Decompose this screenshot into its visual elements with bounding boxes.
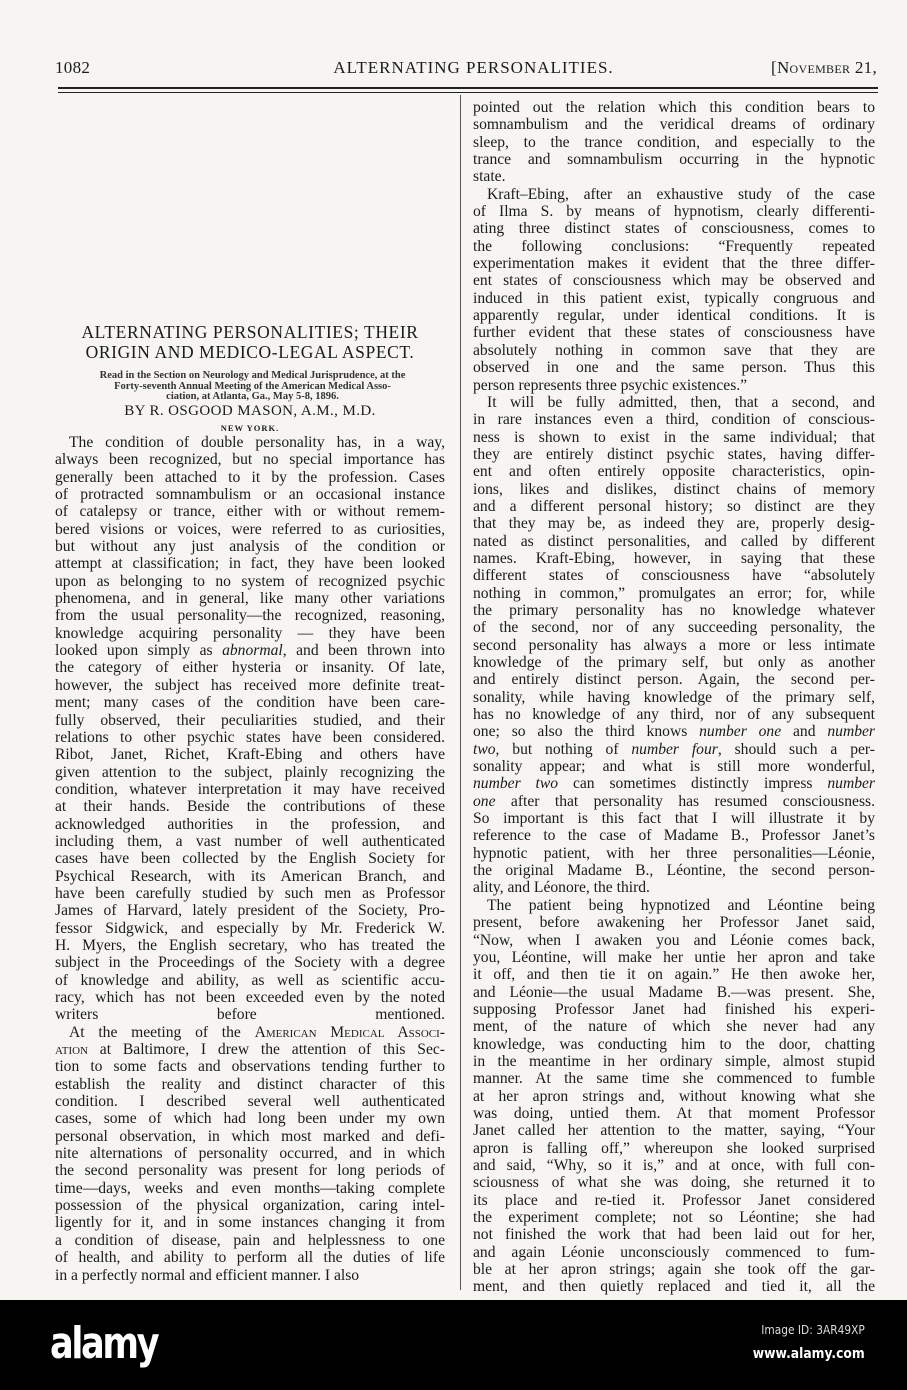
text-line (473, 515, 875, 532)
text-segment: The condition of double personality has, in a way, (69, 434, 445, 451)
text-segment: ligently for it, and in some instances changing it from (55, 1214, 445, 1232)
text-segment: relations to other psychic states have been considered. (55, 728, 445, 746)
text-segment: one; so also the third knows (473, 723, 700, 741)
text-segment: sciousness of what she was doing, she returned it to (473, 1174, 875, 1192)
image-id: Image ID: 3AR49XP (761, 1322, 865, 1337)
byline: BY R. OSGOOD MASON, A.M., M.D. (124, 403, 376, 419)
text-line (55, 1076, 445, 1093)
text-line (55, 868, 445, 885)
text-segment: personal observation, in which most marked and defi- (55, 1127, 445, 1145)
text-segment: the experiment complete; not so Léontine; she had (473, 1209, 875, 1226)
text-line (473, 429, 875, 446)
note-line: ciation, at Atlanta, Ga., May 5-8, 1896. (166, 391, 339, 402)
text-line (55, 850, 445, 867)
text-line (55, 590, 445, 607)
text-line (473, 220, 875, 237)
header-rule-thin (58, 92, 878, 93)
text-segment: , and been thrown into (282, 642, 445, 660)
text-line (473, 1105, 875, 1122)
text-segment: ment, of the nature of which she never had any (473, 1018, 875, 1036)
text-line (473, 706, 875, 723)
text-segment: further evident that these states of consciousness have (473, 324, 875, 342)
header-rule (58, 87, 878, 89)
text-segment: cases have been collected by the English Society for (55, 850, 445, 868)
text-segment: at their hands. Beside the contributions of these (55, 798, 445, 816)
text-segment: pointed out the relation which this condition bears to (473, 99, 875, 116)
text-line (473, 377, 875, 394)
text-segment: fessor Sidgwick, and especially by Mr. Frederick W. (55, 919, 445, 937)
text-line (473, 1244, 875, 1261)
text-line (473, 1226, 875, 1243)
text-segment: ating three distinct states of consciousness, comes to (473, 220, 875, 238)
text-line (55, 434, 445, 451)
text-segment: ent states of consciousness which may be observed and (473, 272, 875, 290)
left-column (55, 434, 445, 1284)
text-segment: the category of either hysteria or insanity. Of late, (55, 659, 445, 677)
article-note (55, 371, 450, 403)
text-segment: number two (473, 775, 559, 793)
text-line (55, 798, 445, 815)
alamy-logo: alamy (50, 1318, 158, 1369)
note-line: Forty-seventh Annual Meeting of the American Medical Asso- (114, 380, 391, 392)
text-segment: bered visions or voices, were referred to as curiosities, (55, 520, 445, 538)
text-segment: of the second, nor of any succeeding personality, the (473, 619, 875, 637)
text-segment: apparently regular, under identical conditions. It is (473, 307, 875, 325)
text-line (473, 533, 875, 550)
text-segment: however, the subject has received more definite treat- (55, 676, 445, 694)
text-line (473, 585, 875, 602)
text-line (55, 781, 445, 798)
text-line (473, 481, 875, 498)
text-segment: acknowledged authorities in the profession, and (55, 815, 445, 833)
text-segment: of knowledge and ability, as well as scientific accu- (55, 971, 445, 989)
text-segment: subject in the Proceedings of the Society with a degree (55, 954, 445, 972)
text-segment: not finished the work that had been laid out for her, (473, 1226, 875, 1244)
text-line (55, 694, 445, 711)
text-segment: cases, some of which had long been under my own (55, 1110, 445, 1128)
text-line (473, 932, 875, 949)
text-segment: absolutely nothing in common save that they are (473, 341, 875, 359)
text-segment: ent and often entirely opposite characteristics, opin- (473, 463, 875, 481)
text-line (473, 897, 875, 914)
text-line (473, 1157, 875, 1174)
text-segment: ality, and Léonore, the third. (473, 879, 650, 897)
text-line (55, 538, 445, 555)
text-line (55, 937, 445, 954)
text-line (55, 972, 445, 989)
text-segment: of Ilma S. by means of hypnotism, clearly differenti- (473, 203, 875, 221)
text-segment: given attention to the subject, plainly recognizing the (55, 763, 445, 781)
text-segment: in rare instances even a third, condition of conscious- (473, 411, 875, 429)
text-line (55, 902, 445, 919)
text-segment: So important is this fact that I will illustrate it by (473, 810, 875, 828)
text-line (473, 966, 875, 983)
text-segment: one (473, 792, 496, 810)
column-divider (460, 95, 461, 1290)
text-segment: condition, whatever interpretation it may have received (55, 780, 445, 798)
text-segment: knowledge, was conducting him to the door, chatting (473, 1035, 875, 1053)
text-segment: ation (55, 1041, 88, 1059)
text-segment: present, before awakening her Professor Janet said, (473, 914, 875, 932)
text-line (473, 723, 875, 740)
text-segment: including them, a vast number of well authenticated (55, 832, 445, 850)
text-line (473, 567, 875, 584)
text-segment: establish the reality and distinct character of this (55, 1075, 445, 1093)
text-line (473, 758, 875, 775)
text-segment: , but nothing of (495, 740, 632, 758)
text-line (55, 1110, 445, 1127)
text-segment: and Léonie—the usual Madame B.—was present. She, (473, 983, 875, 1001)
text-line (473, 550, 875, 567)
watermark-url: www.alamy.com (753, 1346, 865, 1362)
text-segment: writers before mentioned. (55, 1006, 445, 1024)
text-segment: sonality appear; and what is still more wonderful, (473, 758, 875, 776)
text-segment: generally been attached to it by the profession. Cases (55, 468, 445, 486)
text-segment: and said, “Why, so it is,” and at once, with full con- (473, 1156, 875, 1174)
text-line (473, 324, 875, 341)
text-line (473, 238, 875, 255)
text-segment: have been carefully studied by such men as Professor (55, 884, 445, 902)
text-segment: ness is shown to exist in the same individual; that (473, 428, 875, 446)
text-line (55, 1162, 445, 1179)
text-line (473, 1140, 875, 1157)
text-line (55, 1180, 445, 1197)
text-line (473, 151, 875, 168)
text-segment: and entirely distinct person. Again, the second per- (473, 671, 875, 689)
text-segment: it off, and then tie it on again.” He then awoke her, (473, 966, 875, 984)
text-line (473, 186, 875, 203)
text-segment: time—days, weeks and even months—taking complete (55, 1179, 445, 1197)
text-segment: the following conclusions: “Frequently repeated (473, 237, 875, 255)
text-segment: ment; many cases of the condition have been care- (55, 694, 445, 712)
text-line (473, 637, 875, 654)
text-line (473, 498, 875, 515)
text-segment: reference to the case of Madame B., Professor Janet’s (473, 827, 875, 845)
text-segment: It will be fully admitted, then, that a second, and (487, 393, 875, 411)
text-segment: experimentation makes it evident that the three differ- (473, 255, 875, 273)
text-segment: and (781, 723, 828, 741)
text-line (55, 816, 445, 833)
text-line (473, 463, 875, 480)
text-line (473, 879, 875, 896)
text-segment: of catalepsy or trance, either with or without remem- (55, 503, 445, 521)
text-segment: that they may be, as indeed they are, properly desig- (473, 515, 875, 533)
text-segment: apron is falling off,” whereupon she looked surprised (473, 1139, 875, 1157)
text-line (55, 764, 445, 781)
text-line (473, 827, 875, 844)
text-segment: they are entirely distinct psychic states, having differ- (473, 445, 875, 463)
text-segment: at her apron strings and, without knowing what she (473, 1087, 875, 1105)
text-line (55, 833, 445, 850)
text-segment: knowledge acquiring personality — they have been (55, 624, 445, 642)
right-column (473, 99, 875, 1296)
running-title: ALTERNATING PERSONALITIES. (333, 58, 614, 77)
text-line (473, 1209, 875, 1226)
text-segment: possession of the physical organization, caring intel- (55, 1197, 445, 1215)
text-line (473, 1053, 875, 1070)
text-segment: can sometimes distinctly impress (558, 775, 828, 793)
text-segment: “Now, when I awaken you and Léonie comes back, (473, 931, 875, 949)
text-segment: Janet called her attention to the matter, saying, “Your (473, 1122, 875, 1140)
text-line (473, 116, 875, 133)
text-line (55, 954, 445, 971)
text-segment: tion to some facts and observations tending further to (55, 1058, 445, 1076)
text-line (473, 1192, 875, 1209)
text-segment: nated as distinct personalities, and called by different (473, 532, 875, 550)
text-line (55, 469, 445, 486)
text-line (55, 1058, 445, 1075)
text-segment: number one (699, 723, 782, 741)
text-segment: knowledge of the primary self, but only as another (473, 654, 875, 671)
text-segment: of health, and ability to perform all the duties of life (55, 1249, 445, 1267)
text-line (473, 654, 875, 671)
text-line (473, 411, 875, 428)
text-line (55, 607, 445, 624)
text-line (55, 486, 445, 503)
text-segment: phenomena, and in general, like many other variations (55, 590, 445, 608)
text-segment: fully observed, their peculiarities studied, and their (55, 711, 445, 729)
text-line (473, 272, 875, 289)
text-segment: condition. I described several well authenticated (55, 1093, 445, 1111)
text-segment: number (827, 723, 876, 741)
text-line (473, 862, 875, 879)
text-segment: after that personality has resumed consciousness. (495, 792, 875, 810)
text-segment: you, Léontine, will make her untie her apron and take (473, 948, 875, 966)
text-line (473, 949, 875, 966)
text-line (473, 168, 875, 185)
text-segment: sleep, to the trance condition, and especially to the (473, 133, 875, 151)
text-segment: and again Léonie unconsciously commenced to fum- (473, 1243, 875, 1261)
text-line (473, 255, 875, 272)
issue-date-text: [November 21, (770, 58, 877, 77)
page-number: 1082 (55, 58, 91, 77)
text-line (473, 689, 875, 706)
text-line (473, 307, 875, 324)
text-line (473, 359, 875, 376)
text-segment: two (473, 740, 496, 758)
text-line (55, 573, 445, 590)
text-segment: racy, which has not been exceeded even by the noted (55, 989, 445, 1006)
text-line (55, 451, 445, 468)
text-segment: of protracted somnambulism or an occasional instance (55, 486, 445, 504)
text-line (55, 1006, 445, 1023)
text-line (473, 1001, 875, 1018)
text-segment: the primary personality has no knowledge whatever (473, 601, 875, 619)
text-line (55, 1214, 445, 1231)
text-line (473, 984, 875, 1001)
text-line (55, 920, 445, 937)
text-segment: was doing, untied them. At that moment Professor (473, 1104, 875, 1122)
text-segment: the second personality was present for long periods of (55, 1162, 445, 1180)
text-line (55, 989, 445, 1006)
text-segment: always been recognized, but no special importance has (55, 451, 445, 469)
text-segment: H. Myers, the English secretary, who has treated the (55, 936, 445, 954)
text-line (55, 659, 445, 676)
text-line (473, 1174, 875, 1191)
text-line (473, 134, 875, 151)
text-segment: At the meeting of the (69, 1023, 255, 1041)
text-segment: manner. At the same time she commenced to fumble (473, 1070, 875, 1088)
text-line (55, 1197, 445, 1214)
text-line (473, 1070, 875, 1087)
text-segment: second personality has always a more or less intimate (473, 636, 875, 654)
text-segment: person represents three psychic existences.” (473, 376, 748, 394)
text-segment: nothing in common,” promulgates an error; for, while (473, 584, 875, 602)
watermark-footer (0, 1300, 907, 1390)
text-segment: looked upon simply as (55, 642, 223, 660)
text-line (473, 602, 875, 619)
text-line (55, 1024, 445, 1041)
text-segment: observed in one and the same person. Thus this (473, 359, 875, 377)
text-line (55, 555, 445, 572)
text-segment: Ribot, Janet, Richet, Kraft-Ebing and others have (55, 746, 445, 764)
text-line (55, 642, 445, 659)
text-segment: trance and somnambulism occurring in the hypnotic (473, 151, 875, 169)
text-segment: , should such a per- (717, 740, 875, 758)
text-line (473, 1278, 875, 1295)
text-segment: sonality, while having knowledge of the primary self, (473, 688, 875, 706)
text-segment: attempt at classification; in fact, they have been looked (55, 555, 445, 573)
text-line (473, 775, 875, 792)
text-line (55, 521, 445, 538)
article-title-line-1: ALTERNATING PERSONALITIES; THEIR (81, 322, 419, 342)
text-line (55, 1145, 445, 1162)
text-segment: in a perfectly normal and efficient manner. I also (55, 1266, 360, 1284)
text-line (473, 845, 875, 862)
text-segment: at Baltimore, I drew the attention of this Sec- (88, 1041, 445, 1059)
text-segment: somnambulism and the veridical dreams of ordinary (473, 116, 875, 134)
text-segment: the original Madame B., Léontine, the second person- (473, 862, 875, 880)
text-line (473, 203, 875, 220)
text-segment: in the meantime in her ordinary simple, almost stupid (473, 1052, 875, 1070)
text-line (473, 1088, 875, 1105)
text-line (473, 394, 875, 411)
text-segment: ble at her apron strings; again she took off the gar- (473, 1261, 875, 1279)
text-line (473, 741, 875, 758)
text-line (55, 1128, 445, 1145)
text-line (55, 1267, 445, 1284)
text-segment: its place and re-tied it. Professor Janet considered (473, 1191, 875, 1209)
article-title-line-2: ORIGIN AND MEDICO-LEGAL ASPECT. (85, 342, 415, 362)
text-line (473, 446, 875, 463)
text-line (473, 671, 875, 688)
text-segment: state. (473, 168, 506, 186)
text-line (55, 677, 445, 694)
text-line (55, 1041, 445, 1058)
text-segment: nite alternations of personality occurred, and in which (55, 1145, 445, 1163)
text-line (473, 619, 875, 636)
text-line (55, 729, 445, 746)
text-line (473, 1036, 875, 1053)
text-segment: hypnotic patient, with her three personalities—Léonie, (473, 844, 875, 862)
text-segment: number (827, 775, 875, 793)
text-segment: and a different personal history; so distinct are they (473, 497, 875, 515)
text-segment: upon as belonging to no system of recognized psychic (55, 572, 445, 590)
text-line (473, 290, 875, 307)
text-segment: different states of consciousness have “absolutely (473, 567, 875, 585)
text-line (473, 810, 875, 827)
text-segment: Kraft–Ebing, after an exhaustive study of the case (487, 185, 875, 203)
text-line (55, 1232, 445, 1249)
note-line: Read in the Section on Neurology and Medical Jurisprudence, at the (99, 370, 406, 381)
text-segment: ment, and then quietly replaced and tied it, all the (473, 1278, 875, 1296)
text-line (55, 712, 445, 729)
text-line (55, 625, 445, 642)
text-segment: has no knowledge of any third, nor of any subsequent (473, 706, 875, 724)
text-segment: from the usual personality—the recognized, reasoning, (55, 607, 445, 625)
text-segment: Psychical Research, with its American Branch, and (55, 867, 445, 885)
text-segment: American Medical Associ- (254, 1023, 445, 1041)
text-line (473, 99, 875, 116)
text-segment: abnormal (222, 642, 283, 660)
text-segment: names. Kraft-Ebing, however, in saying that these (473, 549, 875, 567)
text-line (473, 1261, 875, 1278)
text-line (55, 885, 445, 902)
author-location: NEW YORK. (220, 423, 280, 433)
text-segment: supposing Professor Janet had finished his experi- (473, 1000, 875, 1018)
text-segment: The patient being hypnotized and Léontine being (487, 896, 875, 914)
text-segment: induced in this patient exist, typically congruous and (473, 289, 875, 307)
text-line (473, 914, 875, 931)
text-segment: but without any just analysis of the condition or (55, 538, 445, 556)
text-line (473, 1018, 875, 1035)
text-line (473, 793, 875, 810)
text-segment: number four (631, 740, 718, 758)
text-line (473, 342, 875, 359)
text-line (55, 746, 445, 763)
issue-date (771, 58, 877, 78)
text-line (55, 1249, 445, 1266)
text-line (473, 1122, 875, 1139)
text-segment: a condition of disease, pain and helplessness to one (55, 1231, 445, 1249)
text-segment: ions, likes and dislikes, distinct chains of memory (473, 480, 875, 498)
text-line (55, 1093, 445, 1110)
text-line (55, 503, 445, 520)
text-segment: James of Harvard, lately president of the Society, Pro- (55, 902, 445, 920)
